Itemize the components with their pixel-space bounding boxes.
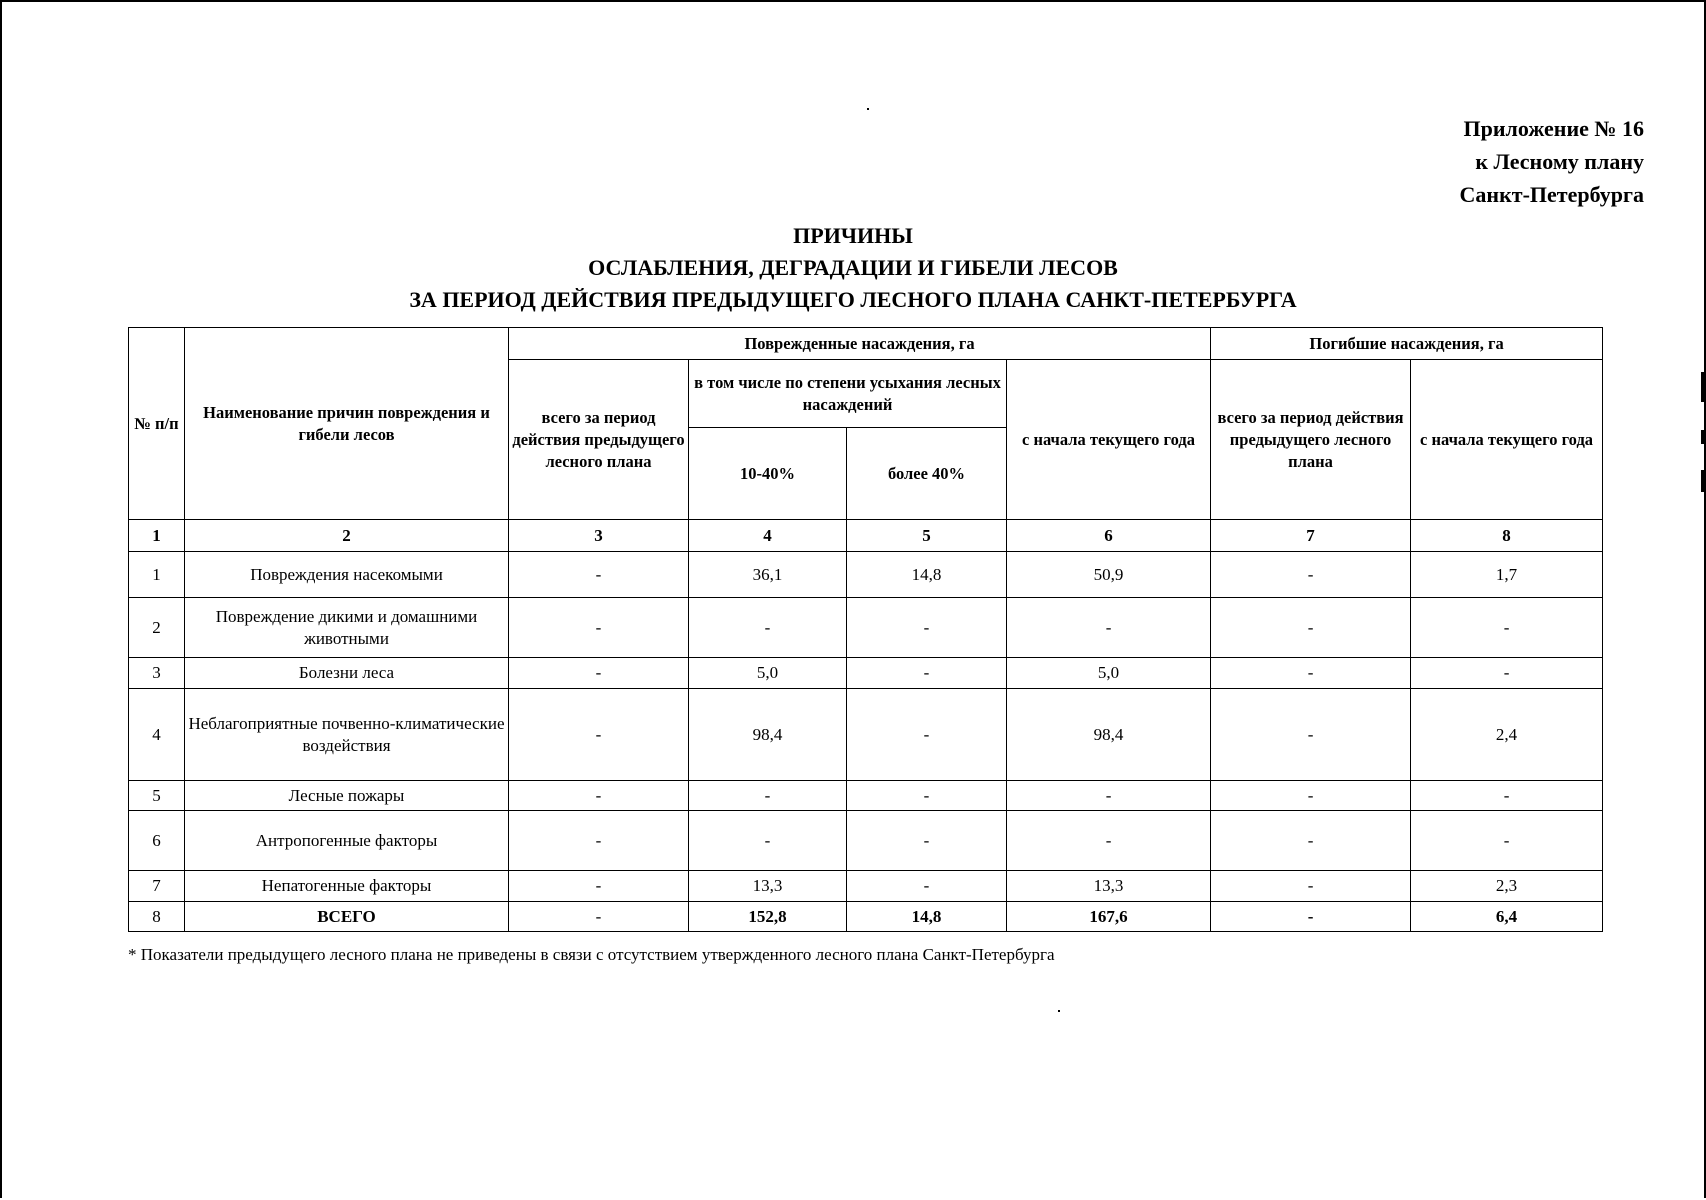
- table-row: [129, 689, 1603, 781]
- cell-dead-since-year: 2,3: [1411, 871, 1603, 902]
- scan-edge-mark: [1701, 470, 1704, 492]
- cell-degree-over-40: -: [847, 781, 1007, 811]
- table-row-total: [129, 902, 1603, 932]
- appendix-line-1: Приложение № 16: [1463, 116, 1644, 141]
- column-number: 5: [847, 520, 1007, 552]
- cell-dead-total-period: -: [1211, 902, 1411, 932]
- cell-degree-over-40: -: [847, 689, 1007, 781]
- row-num: 2: [129, 598, 185, 658]
- cell-damaged-total-period: -: [509, 689, 689, 781]
- cell-dead-since-year: -: [1411, 781, 1603, 811]
- column-number-row: [129, 520, 1603, 552]
- header-dead-total-period: всего за период действия предыдущего лесного плана: [1211, 360, 1411, 520]
- column-number: 8: [1411, 520, 1603, 552]
- cell-dead-since-year: -: [1411, 658, 1603, 689]
- scan-edge-mark: [1701, 372, 1704, 402]
- table-row: [129, 781, 1603, 811]
- cell-dead-total-period: -: [1211, 552, 1411, 598]
- row-num: 5: [129, 781, 185, 811]
- cell-dead-total-period: -: [1211, 871, 1411, 902]
- cell-degree-10-40: 98,4: [689, 689, 847, 781]
- table-row: [129, 552, 1603, 598]
- appendix-line-2: к Лесному плану: [1475, 149, 1644, 174]
- row-num: 6: [129, 811, 185, 871]
- cell-degree-over-40: 14,8: [847, 552, 1007, 598]
- row-name: Болезни леса: [185, 658, 509, 689]
- causes-table: [128, 327, 1603, 932]
- cell-damaged-since-year: -: [1007, 781, 1211, 811]
- row-name: Лесные пожары: [185, 781, 509, 811]
- cell-degree-over-40: -: [847, 598, 1007, 658]
- row-num: 7: [129, 871, 185, 902]
- header-damaged-by-degree: в том числе по степени усыхания лесных насаждений: [689, 360, 1007, 428]
- cell-damaged-since-year: -: [1007, 598, 1211, 658]
- row-name: Повреждения насекомыми: [185, 552, 509, 598]
- column-number: 4: [689, 520, 847, 552]
- cell-dead-total-period: -: [1211, 598, 1411, 658]
- row-name: ВСЕГО: [185, 902, 509, 932]
- cell-dead-total-period: -: [1211, 811, 1411, 871]
- cell-degree-10-40: 5,0: [689, 658, 847, 689]
- cell-degree-over-40: -: [847, 658, 1007, 689]
- header-num: № п/п: [129, 328, 185, 520]
- column-number: 2: [185, 520, 509, 552]
- header-name: Наименование причин повреждения и гибели лесов: [185, 328, 509, 520]
- cell-damaged-total-period: -: [509, 658, 689, 689]
- cell-damaged-total-period: -: [509, 598, 689, 658]
- cell-damaged-total-period: -: [509, 552, 689, 598]
- cell-damaged-total-period: -: [509, 811, 689, 871]
- table-row: [129, 658, 1603, 689]
- cell-dead-since-year: -: [1411, 598, 1603, 658]
- header-damaged-group: Поврежденные насаждения, га: [509, 328, 1211, 360]
- cell-damaged-since-year: 167,6: [1007, 902, 1211, 932]
- cell-damaged-since-year: 98,4: [1007, 689, 1211, 781]
- row-num: 1: [129, 552, 185, 598]
- header-damaged-total-period: всего за период действия предыдущего лесного плана: [509, 360, 689, 520]
- header-dead-group: Погибшие насаждения, га: [1211, 328, 1603, 360]
- cell-dead-since-year: 2,4: [1411, 689, 1603, 781]
- row-name: Непатогенные факторы: [185, 871, 509, 902]
- scan-edge-mark: [1701, 430, 1704, 444]
- cell-dead-since-year: 1,7: [1411, 552, 1603, 598]
- cell-degree-over-40: 14,8: [847, 902, 1007, 932]
- column-number: 6: [1007, 520, 1211, 552]
- cell-damaged-since-year: 13,3: [1007, 871, 1211, 902]
- cell-dead-total-period: -: [1211, 658, 1411, 689]
- row-num: 4: [129, 689, 185, 781]
- cell-dead-since-year: -: [1411, 811, 1603, 871]
- table-row: [129, 598, 1603, 658]
- scan-speck: [867, 108, 869, 110]
- footnote: * Показатели предыдущего лесного плана не приведены в связи с отсутствием утвержденного лесного плана Санкт-Петербурга: [128, 945, 1055, 964]
- cell-damaged-since-year: 50,9: [1007, 552, 1211, 598]
- header-damaged-since-year: с начала текущего года: [1007, 360, 1211, 520]
- cell-degree-10-40: 36,1: [689, 552, 847, 598]
- cell-degree-over-40: -: [847, 871, 1007, 902]
- row-name: Антропогенные факторы: [185, 811, 509, 871]
- cell-degree-over-40: -: [847, 811, 1007, 871]
- header-dead-since-year: с начала текущего года: [1411, 360, 1603, 520]
- appendix-line-3: Санкт-Петербурга: [1459, 182, 1644, 207]
- row-num: 3: [129, 658, 185, 689]
- cell-degree-10-40: 152,8: [689, 902, 847, 932]
- title-line-1: ПРИЧИНЫ: [793, 223, 913, 248]
- cell-dead-since-year: 6,4: [1411, 902, 1603, 932]
- cell-damaged-since-year: -: [1007, 811, 1211, 871]
- header-degree-over-40: более 40%: [847, 428, 1007, 520]
- cell-degree-10-40: -: [689, 811, 847, 871]
- row-num: 8: [129, 902, 185, 932]
- appendix-header: [1460, 112, 1644, 211]
- cell-damaged-total-period: -: [509, 871, 689, 902]
- row-name: Повреждение дикими и домашними животными: [185, 598, 509, 658]
- cell-degree-10-40: 13,3: [689, 871, 847, 902]
- cell-damaged-since-year: 5,0: [1007, 658, 1211, 689]
- cell-damaged-total-period: -: [509, 781, 689, 811]
- column-number: 1: [129, 520, 185, 552]
- cell-degree-10-40: -: [689, 598, 847, 658]
- column-number: 3: [509, 520, 689, 552]
- cell-dead-total-period: -: [1211, 781, 1411, 811]
- title-line-2: ОСЛАБЛЕНИЯ, ДЕГРАДАЦИИ И ГИБЕЛИ ЛЕСОВ: [588, 255, 1118, 280]
- table-row: [129, 871, 1603, 902]
- header-degree-10-40: 10-40%: [689, 428, 847, 520]
- cell-dead-total-period: -: [1211, 689, 1411, 781]
- scan-speck: [1058, 1010, 1060, 1012]
- cell-degree-10-40: -: [689, 781, 847, 811]
- table-row: [129, 811, 1603, 871]
- column-number: 7: [1211, 520, 1411, 552]
- row-name: Неблагоприятные почвенно-климатические воздействия: [185, 689, 509, 781]
- document-title: [0, 220, 1706, 316]
- title-line-3: ЗА ПЕРИОД ДЕЙСТВИЯ ПРЕДЫДУЩЕГО ЛЕСНОГО ПЛАНА САНКТ-ПЕТЕРБУРГА: [409, 287, 1297, 312]
- cell-damaged-total-period: -: [509, 902, 689, 932]
